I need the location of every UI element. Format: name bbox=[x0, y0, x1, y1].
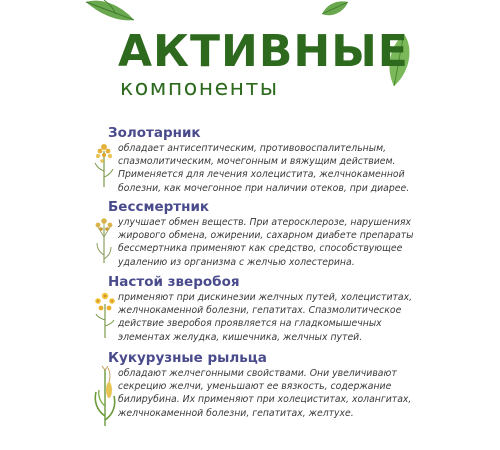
section-title: Кукурузные рыльца bbox=[108, 350, 267, 366]
description-line: улучшает обмен веществ. При атеросклерозе, нарушениях bbox=[118, 217, 411, 228]
description-line: бессмертника применяют как средство, способствующее bbox=[118, 243, 403, 255]
goldenrod-plant-icon bbox=[92, 141, 116, 187]
page-subtitle: компоненты bbox=[120, 76, 279, 101]
description-line: применяют при дискинезии желчных путей, холециститах, bbox=[118, 292, 413, 303]
description-line: жирового обмена, ожирении, сахарном диабете препараты bbox=[118, 230, 414, 242]
description-line: элементах желудка, кишечника, желчных путей. bbox=[118, 331, 363, 343]
section-title: Золотарник bbox=[108, 125, 201, 141]
top-left-leaf-icon bbox=[84, 0, 140, 26]
st-johns-wort-plant-icon bbox=[92, 290, 118, 338]
description-line: обладает антисептическим, противовоспалительным, bbox=[118, 143, 387, 154]
description-line: обладают желчегонными свойствами. Они увеличивают bbox=[118, 368, 397, 379]
description-line: болезни, как мочегонное при наличии отеков, при диарее. bbox=[118, 182, 410, 194]
corn-plant-icon bbox=[92, 366, 118, 426]
description-line: секрецию желчи, уменьшают ее вязкость, содержание bbox=[118, 381, 392, 393]
description-line: спазмолитическим, мочегонным и вяжущим действием. bbox=[118, 156, 396, 168]
section-description bbox=[118, 142, 490, 195]
section-corn-silk bbox=[92, 350, 492, 430]
description-line: желчнокаменной болезни, гепатитах. Спазмолитическое bbox=[118, 305, 402, 317]
description-line: Применяется для лечения холецистита, желчнокаменной bbox=[118, 169, 405, 181]
section-immortelle bbox=[92, 199, 492, 269]
section-description bbox=[118, 216, 490, 269]
description-line: желчнокаменной болезни, гепатитах, желтухе. bbox=[118, 407, 354, 419]
description-line: действие зверобоя проявляется на гладкомышечных bbox=[118, 318, 382, 330]
section-description bbox=[118, 291, 490, 344]
section-st-johns-wort bbox=[92, 274, 492, 344]
section-title: Бессмертник bbox=[108, 199, 210, 215]
immortelle-plant-icon bbox=[92, 215, 116, 263]
section-title: Настой зверобоя bbox=[108, 274, 240, 290]
section-goldenrod bbox=[92, 125, 492, 195]
description-line: удалению из организма с желчью холестерина. bbox=[118, 256, 355, 268]
description-line: билирубина. Их применяют при холециститах, холангитах, bbox=[118, 394, 412, 406]
section-description bbox=[118, 367, 490, 420]
page-title: АКТИВНЫЕ bbox=[118, 26, 409, 77]
top-right-leaf-icon bbox=[320, 0, 350, 18]
